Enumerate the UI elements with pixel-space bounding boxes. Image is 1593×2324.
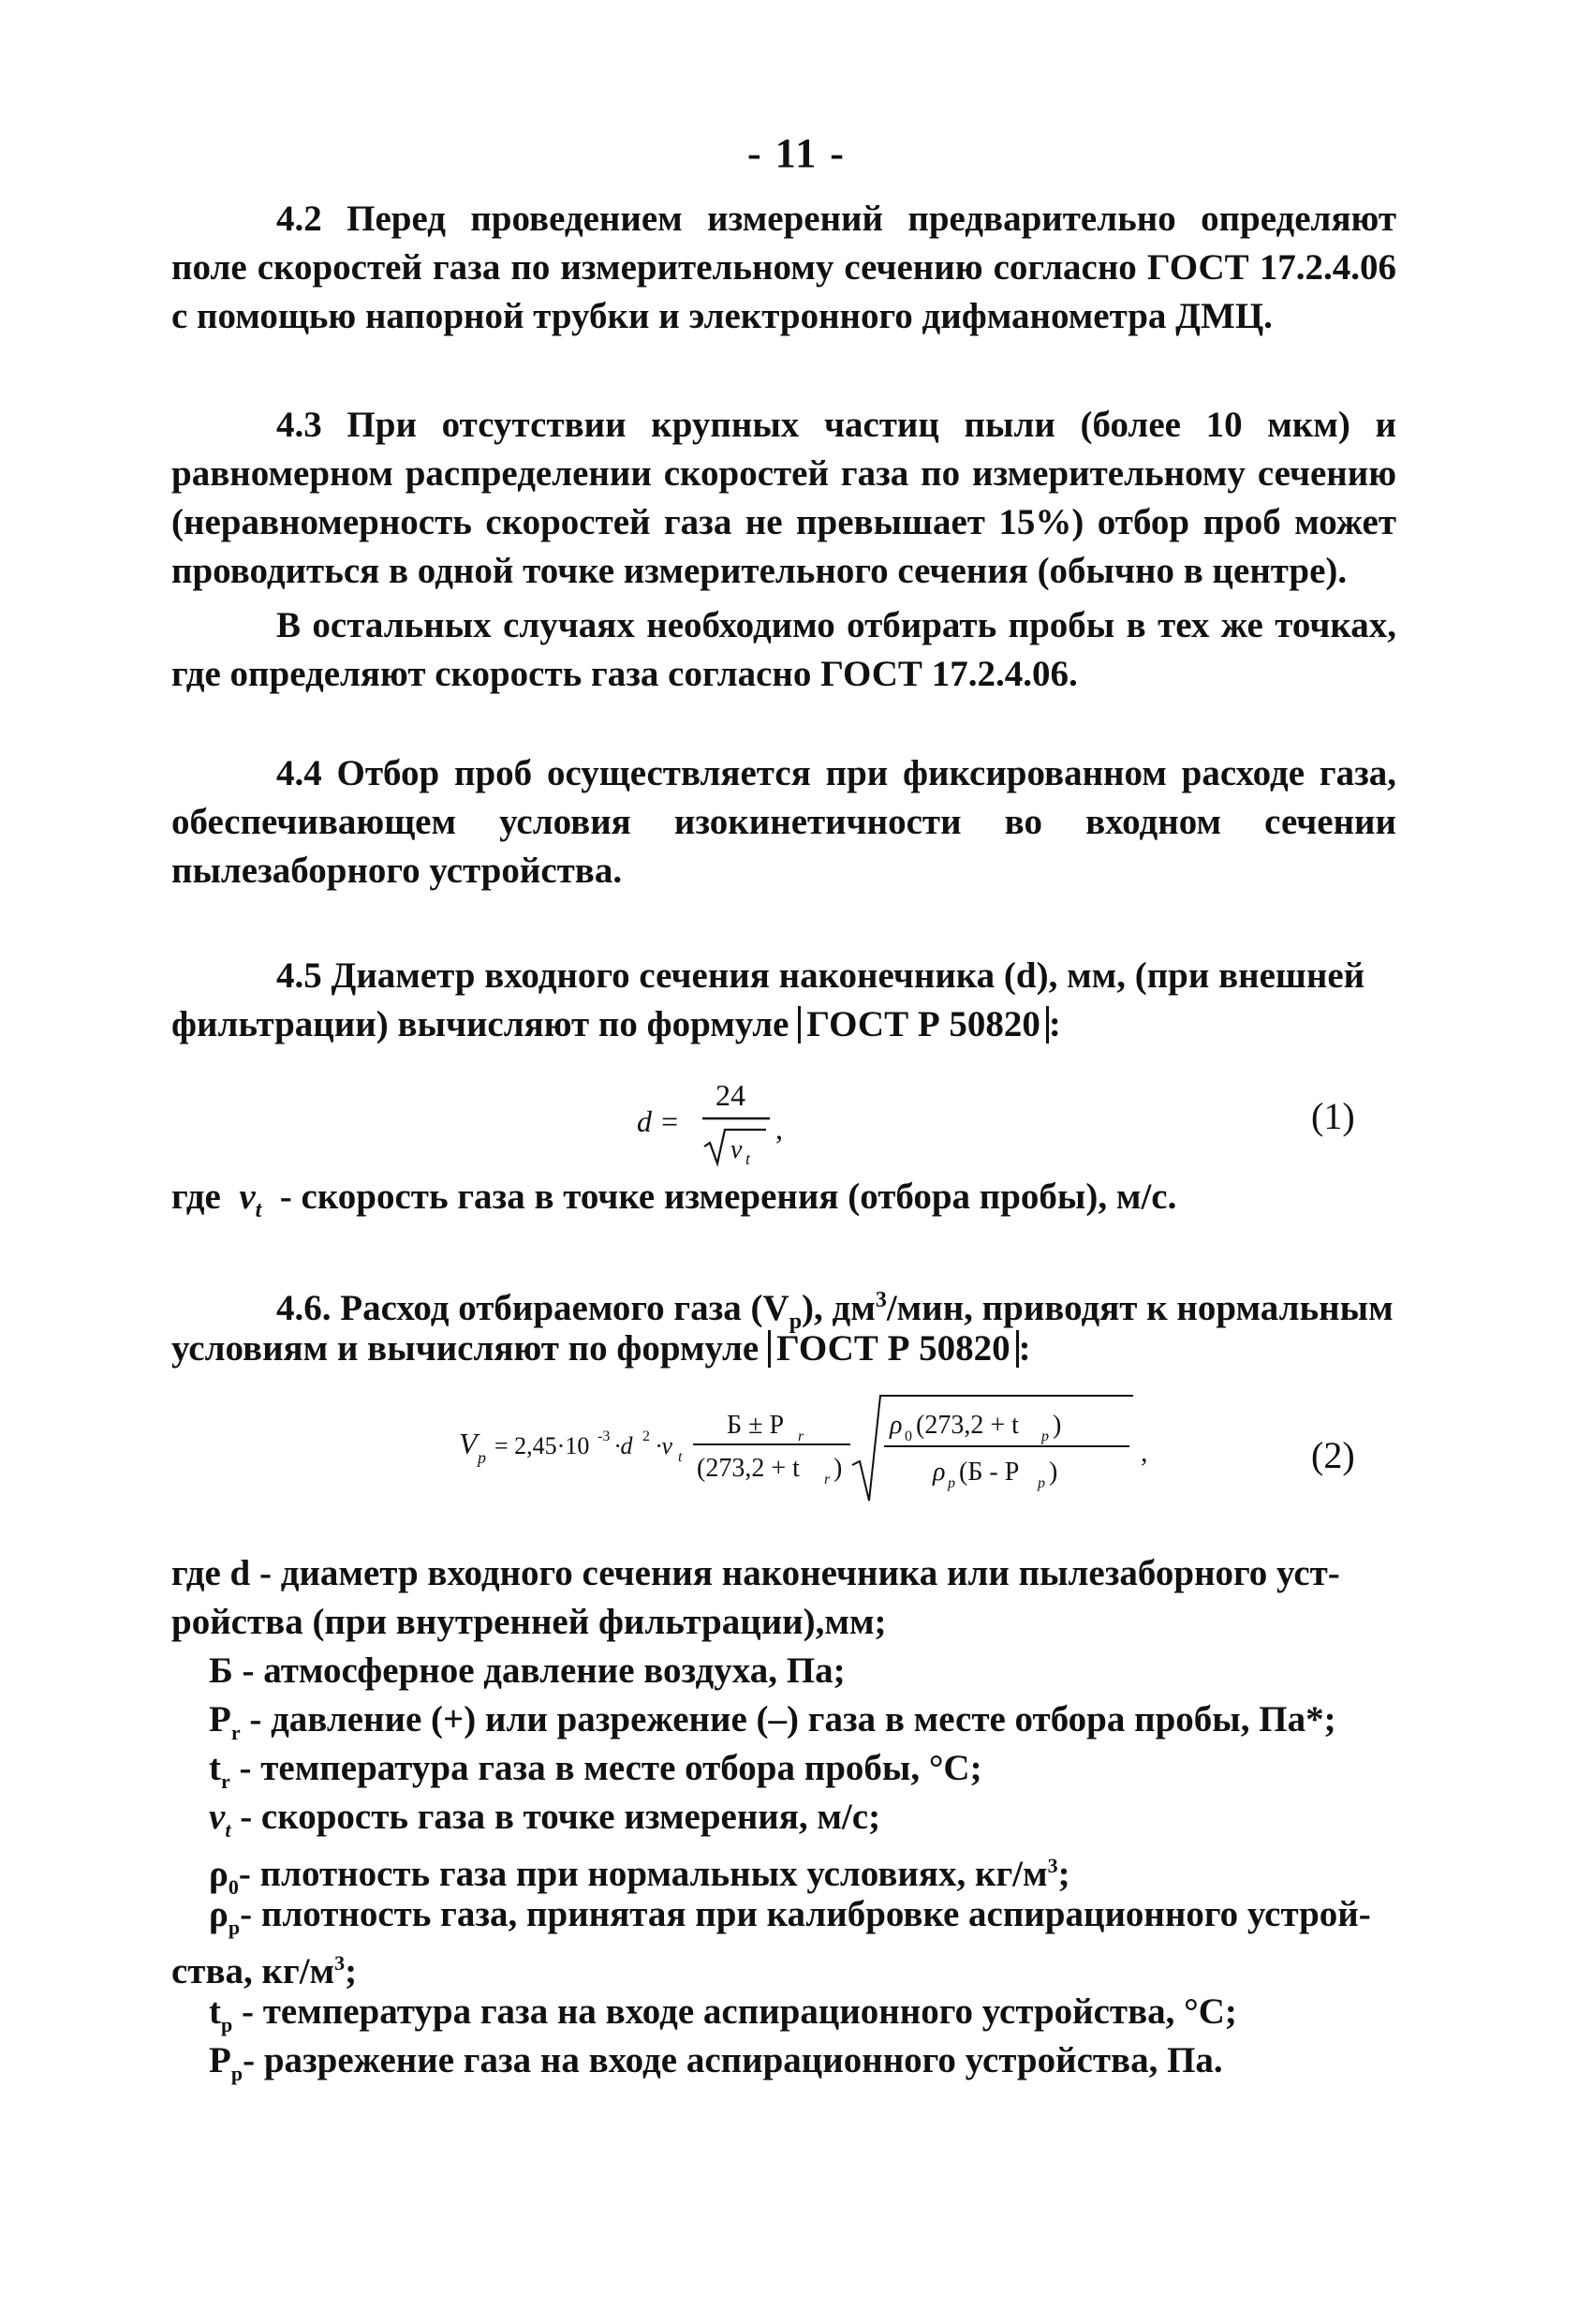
formula-2-tail: , bbox=[1141, 1437, 1148, 1468]
def-sub: r bbox=[221, 1769, 230, 1793]
paragraph-4-6-text: условиям и вычисляют по формуле bbox=[171, 1328, 760, 1369]
paragraph-4-6-line2 bbox=[171, 1325, 1031, 1373]
def-text: - давление (+) или разрежение (–) газа в месте отбора пробы, Па*; bbox=[249, 1699, 1336, 1739]
def-rhop bbox=[209, 1890, 1371, 1952]
def-text: ройства (при внутренней фильтрации),мм; bbox=[171, 1602, 887, 1642]
def-text: диаметр входного сечения наконечника или пылезаборного уст- bbox=[280, 1553, 1340, 1593]
formula-1-denominator: v bbox=[730, 1135, 743, 1164]
formula-1-tail: , bbox=[775, 1112, 783, 1146]
where-label: где bbox=[171, 1177, 221, 1217]
paragraph-4-5-text: фильтрации) вычисляют по формуле bbox=[171, 1004, 789, 1044]
def-sup: 3 bbox=[334, 1951, 346, 1975]
sqrt-denominator-rest: (Б - P bbox=[959, 1458, 1020, 1487]
sqrt-denominator-sub2: p bbox=[1038, 1475, 1045, 1491]
def-text: ства, кг/м bbox=[171, 1951, 335, 1991]
fraction1-denominator: (273,2 + t bbox=[697, 1454, 800, 1483]
def-text: - разрежение газа на входе аспирационного устройства, Па. bbox=[243, 2040, 1223, 2080]
equation-number-1: (1) bbox=[1311, 1095, 1355, 1137]
page-number: - 11 - bbox=[747, 130, 846, 176]
def-symbol: ρ bbox=[209, 1894, 229, 1934]
def-d-continued bbox=[171, 1598, 887, 1647]
formula-2-lhs: V bbox=[459, 1427, 478, 1460]
gost-reference-2: ГОСТ Р 50820 bbox=[768, 1330, 1019, 1368]
formula-2-exp: -3 bbox=[597, 1428, 611, 1444]
sqrt-numerator-end: ) bbox=[1053, 1411, 1062, 1440]
def-symbol: t bbox=[209, 1748, 221, 1788]
def-text: - температура газа в месте отбора пробы, °C; bbox=[239, 1748, 982, 1788]
formula-2 bbox=[459, 1386, 1171, 1508]
equation-number-2: (2) bbox=[1311, 1434, 1355, 1476]
p46-sub: р bbox=[789, 1309, 803, 1334]
fraction1-numerator-sub: r bbox=[798, 1428, 804, 1444]
paragraph-4-2: 4.2 Перед проведением измерений предварительно определяют поле скоростей газа по измерительному сечению согласно ГОСТ 17.2.4.06 с помощью напорной трубки и электронного дифманометра ДМЦ. bbox=[171, 199, 1396, 336]
colon-2: : bbox=[1018, 1328, 1031, 1369]
p46-text-c: /мин, приводят к нормальным bbox=[886, 1288, 1394, 1328]
formula-2-v-sub: t bbox=[678, 1449, 683, 1465]
fraction1-denominator-end: ) bbox=[833, 1454, 843, 1483]
def-symbol: P bbox=[209, 1699, 231, 1739]
formula-1-denominator-sub: t bbox=[745, 1149, 751, 1168]
symbol-v-sub: t bbox=[255, 1197, 262, 1222]
def-sub: r bbox=[230, 1720, 241, 1744]
formula-2-lhs-sub: p bbox=[478, 1448, 486, 1467]
sqrt-denominator-sub: p bbox=[948, 1475, 955, 1491]
def-b bbox=[209, 1647, 846, 1695]
paragraph-4-3: 4.3 При отсутствии крупных частиц пыли (более 10 мкм) и равномерном распределении скоростей газа по измерительному сечению (неравномерность скоростей газа не превышает 15%) отбор проб может проводиться в одной точке измерительного сечения (обычно в центре). bbox=[171, 405, 1396, 591]
def-text: - температура газа на входе аспирационного устройства, °C; bbox=[242, 1991, 1237, 2032]
def-sub: р bbox=[221, 2012, 233, 2036]
formula-1-lhs: d = bbox=[637, 1104, 680, 1138]
formula-1 bbox=[637, 1068, 862, 1171]
def-symbol: P bbox=[209, 2040, 231, 2080]
def-symbol: Б - bbox=[209, 1650, 255, 1691]
formula-2-v: ·v bbox=[656, 1432, 673, 1459]
def-end: ; bbox=[1057, 1854, 1070, 1894]
def-end: ; bbox=[345, 1951, 358, 1991]
sqrt-denominator-end: ) bbox=[1049, 1458, 1058, 1487]
fraction1-numerator: Б ± P bbox=[727, 1411, 785, 1440]
sqrt-numerator-rest: (273,2 + t bbox=[916, 1411, 1019, 1440]
symbol-v: v bbox=[239, 1177, 256, 1217]
def-sub: р bbox=[228, 1915, 241, 1939]
paragraph-4-4: 4.4 Отбор проб осуществляется при фиксированном расходе газа, обеспечивающем условия изокинетичности во входном сечении пылезаборного устройства. bbox=[171, 753, 1396, 891]
def-sub: р bbox=[230, 2061, 243, 2085]
def-d bbox=[171, 1549, 1340, 1598]
sqrt-denominator: ρ bbox=[933, 1458, 946, 1487]
paragraph-4-5-line1: 4.5 Диаметр входного сечения наконечника (d), мм, (при внешней bbox=[276, 955, 1365, 996]
sqrt-numerator: ρ bbox=[890, 1411, 903, 1440]
def-text: - плотность газа, принятая при калибровке аспирационного устрой- bbox=[240, 1894, 1371, 1934]
def-symbol: t bbox=[209, 1991, 221, 2032]
colon: : bbox=[1048, 1004, 1061, 1044]
paragraph-4-5-line2 bbox=[171, 1000, 1061, 1049]
formula-1-numerator: 24 bbox=[715, 1078, 745, 1112]
def-sub: t bbox=[225, 1817, 231, 1842]
where-text: - скорость газа в точке измерения (отбора пробы), м/с. bbox=[279, 1177, 1177, 1217]
sqrt-numerator-sub2: p bbox=[1041, 1428, 1049, 1444]
sqrt-numerator-sub: 0 bbox=[905, 1428, 912, 1444]
p46-text-b: ), дм bbox=[802, 1288, 876, 1328]
paragraph-4-3-continued: В остальных случаях необходимо отбирать пробы в тех же точках, где определяют скорость газа согласно ГОСТ 17.2.4.06. bbox=[171, 605, 1396, 694]
fraction1-denominator-sub: r bbox=[824, 1472, 831, 1488]
def-text: - плотность газа при нормальных условиях, кг/м bbox=[238, 1854, 1048, 1894]
def-symbol: ρ bbox=[209, 1854, 229, 1894]
formula-2-coef: = 2,45·10 bbox=[494, 1432, 590, 1459]
def-text: атмосферное давление воздуха, Па; bbox=[263, 1650, 846, 1691]
p46-text-a: 4.6. Расход отбираемого газа (V bbox=[276, 1288, 789, 1328]
def-sub: 0 bbox=[228, 1874, 239, 1899]
formula-2-d-exp: 2 bbox=[642, 1428, 650, 1444]
formula-2-d: ·d bbox=[614, 1432, 633, 1459]
formula-1-where bbox=[171, 1173, 1176, 1235]
def-text: - скорость газа в точке измерения, м/с; bbox=[240, 1797, 881, 1837]
p46-sup: 3 bbox=[875, 1288, 887, 1312]
def-symbol: где d - bbox=[171, 1553, 272, 1593]
def-symbol: v bbox=[209, 1797, 226, 1837]
def-sup: 3 bbox=[1047, 1854, 1058, 1877]
def-pp bbox=[209, 2036, 1223, 2098]
gost-reference: ГОСТ Р 50820 bbox=[798, 1006, 1049, 1044]
